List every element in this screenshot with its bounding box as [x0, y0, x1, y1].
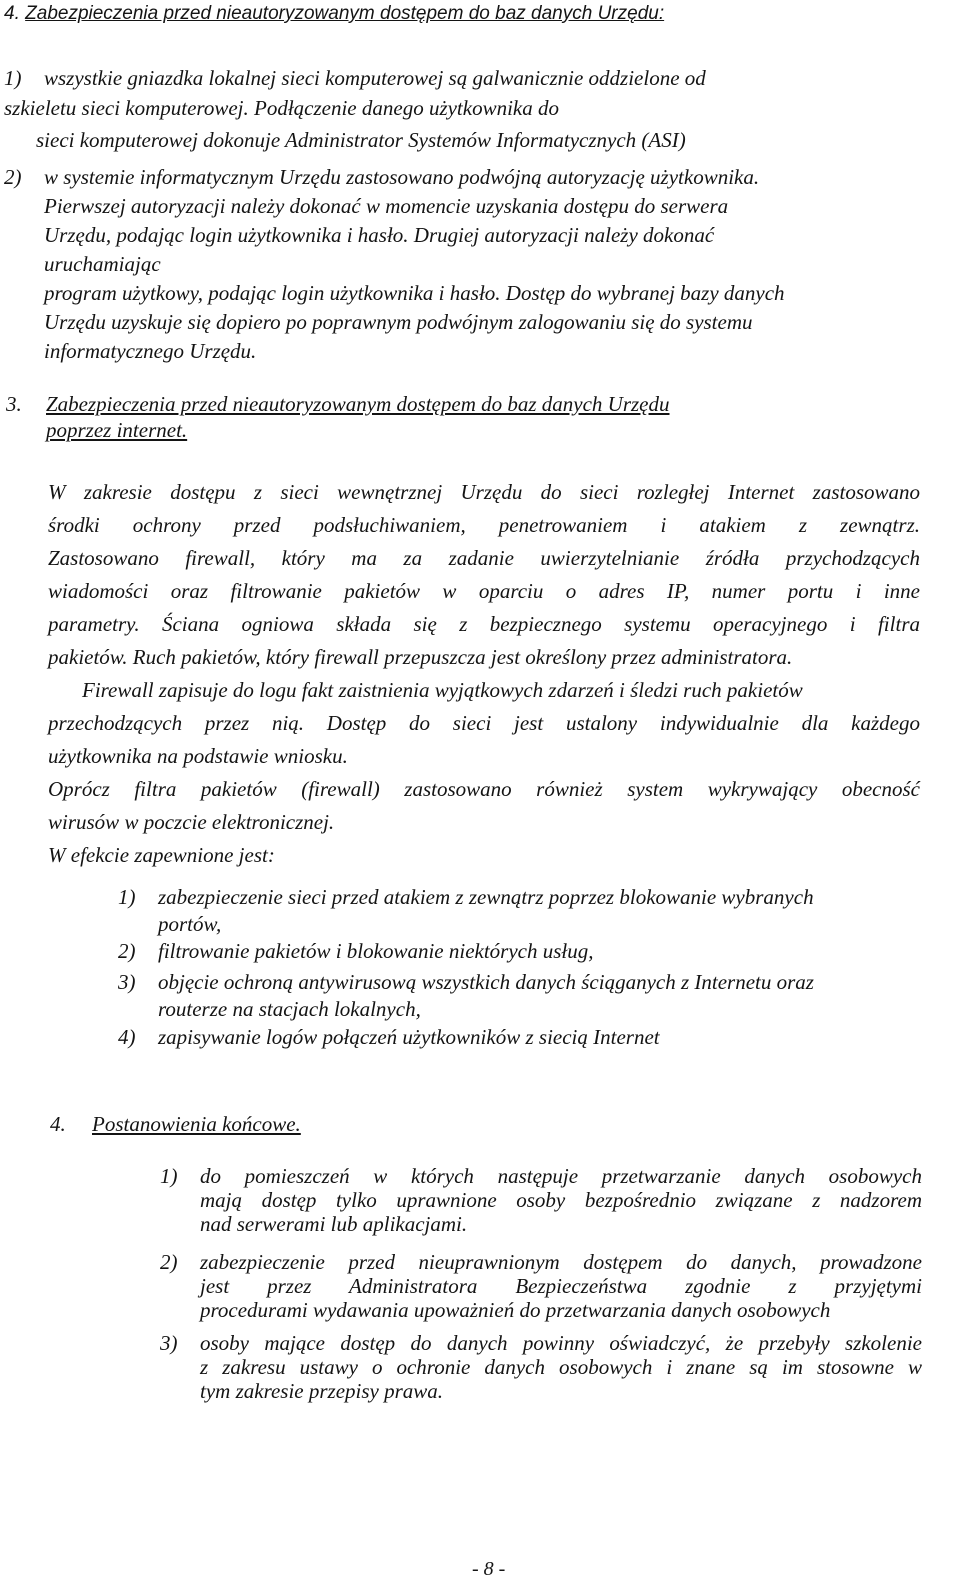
list-number: 2): [118, 939, 136, 963]
list-item-continuation: sieci komputerowej dokonuje Administrator Systemów Informatycznych (ASI): [36, 128, 686, 152]
list-item: do pomieszczeń w których następuje przetwarzanie danych osobowych mają dostęp tylko uprawnione osoby bezpośrednio związane z nadzorem nad serwerami lub aplikacjami.: [200, 1164, 922, 1236]
list-item: filtrowanie pakietów i blokowanie niektórych usług,: [158, 939, 594, 963]
list-number: 1): [160, 1164, 178, 1188]
list-item: osoby mające dostęp do danych powinny oświadczyć, że przebyły szkolenie z zakresu ustawy o ochronie danych osobowych i znane są im stosowne w tym zakresie przepisy prawa.: [200, 1331, 922, 1403]
section-heading-access: 4. Zabezpieczenia przed nieautoryzowanym dostępem do baz danych Urzędu:: [4, 3, 665, 24]
section-heading-final: Postanowienia końcowe.: [92, 1112, 301, 1136]
list-number: 1): [4, 66, 22, 90]
list-item: wszystkie gniazdka lokalnej sieci komputerowej są galwanicznie oddzielone od: [44, 66, 706, 90]
paragraph-protection: W zakresie dostępu z sieci wewnętrznej Urzędu do sieci rozległej Internet zastosowano środki ochrony przed podsłuchiwaniem, penetrowaniem i atakiem z zewnątrz. Zastosowano firewall, który ma za zadanie uwierzytelnianie źródła przychodzących wiadomości oraz filtrowanie pakietów w oparciu o adres IP, numer portu i inne parametry. Ściana ogniowa składa się z bezpiecznego systemu operacyjnego i filtra pakietów. Ruch pakietów, który firewall przepuszcza jest określony przez administratora. Firewall zapisuje do logu fakt zaistnienia wyjątkowych zdarzeń i śledzi ruch pakietów przechodzących przez nią. Dostęp do sieci jest ustalony indywidualnie dla każdego użytkownika na podstawie wniosku. Oprócz filtra pakietów (firewall) zastosowano również system wykrywający obecność wirusów w poczcie elektronicznej. W efekcie zapewnione jest:: [48, 480, 920, 867]
list-item: zabezpieczenie przed nieuprawnionym dostępem do danych, prowadzone jest przez Administratora Bezpieczeństwa zgodnie z przyjętymi procedurami wydawania upoważnień do przetwarzania danych osobowych: [200, 1250, 922, 1322]
section-number: 3.: [6, 392, 22, 416]
list-number: 3): [160, 1331, 178, 1355]
list-number: 1): [118, 885, 136, 909]
list-item: zabezpieczenie sieci przed atakiem z zewnątrz poprzez blokowanie wybranych portów,: [158, 885, 814, 936]
section-number: 4.: [50, 1112, 66, 1136]
list-number: 2): [4, 165, 22, 189]
page-number: - 8 -: [472, 1558, 506, 1580]
list-number: 2): [160, 1250, 178, 1274]
list-number: 3): [118, 970, 136, 994]
section-heading-internet: Zabezpieczenia przed nieautoryzowanym dostępem do baz danych Urzędu poprzez internet.: [46, 392, 670, 442]
list-item: objęcie ochroną antywirusową wszystkich danych ściąganych z Internetu oraz routerze na stacjach lokalnych,: [158, 970, 814, 1021]
list-item: w systemie informatycznym Urzędu zastosowano podwójną autoryzację użytkownika. Pierwszej autoryzacji należy dokonać w momencie uzyskania dostępu do serwera Urzędu, podając login użytkownika i hasło. Drugiej autoryzacji należy dokonać uruchamiając program użytkowy, podając login użytkownika i hasło. Dostęp do wybranej bazy danych Urzędu uzyskuje się dopiero po poprawnym podwójnym zalogowaniu się do systemu informatycznego Urzędu.: [44, 165, 785, 363]
list-number: 4): [118, 1025, 136, 1049]
list-item-continuation: szkieletu sieci komputerowej. Podłączenie danego użytkownika do: [4, 96, 560, 120]
list-item: zapisywanie logów połączeń użytkowników z siecią Internet: [158, 1025, 660, 1049]
